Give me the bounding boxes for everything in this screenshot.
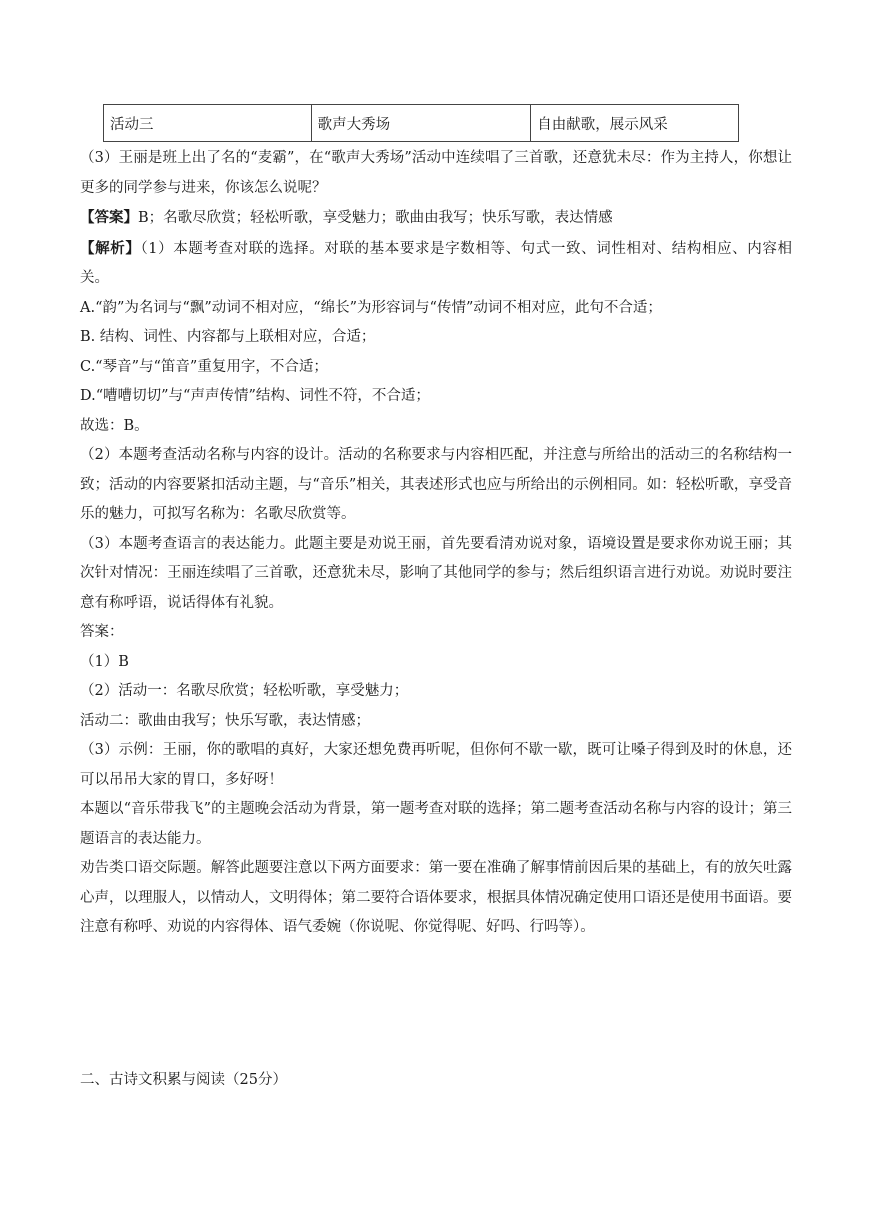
analysis-3: （3）本题考查语言的表达能力。此题主要是劝说王丽，首先要看清劝说对象，语境设置是要求你劝说王丽；其次针对情况：王丽连续唱了三首歌，还意犹未尽，影响了其他同学的参与；然后组织语言进行劝说。劝说时要注意有称呼语，说话得体有礼貌。 xyxy=(80,535,792,611)
answer-3: （3）示例：王丽，你的歌唱的真好，大家还想免费再听呢，但你何不歇一歇，既可让嗓子得到及时的休息，还可以吊吊大家的胃口，多好呀！ xyxy=(80,742,792,788)
option-c: C.“琴音”与“笛音”重复用字，不合适； xyxy=(80,358,328,375)
analysis-1 xyxy=(80,234,792,294)
answer-text: B；名歌尽欣赏；轻松听歌，享受魅力；歌曲由我写；快乐写歌，表达情感 xyxy=(138,210,613,226)
analysis-label: 【解析】 xyxy=(80,239,141,257)
answer-line xyxy=(80,203,792,234)
option-a: A.“韵”为名词与“飘”动词不相对应，“绵长”为形容词与“传情”动词不相对应，此句不合适； xyxy=(80,299,662,316)
summary-2: 劝告类口语交际题。解答此题要注意以下两方面要求：第一要在准确了解事情前因后果的基础上，有的放矢吐露心声，以理服人，以情动人，文明得体；第二要符合语体要求，根据具体情况确定使用口语还是使用书面语。要注意有称呼、劝说的内容得体、语气委婉（你说呢、你觉得呢、好吗、行吗等）。 xyxy=(80,860,792,935)
analysis-1-text: （1）本题考查对联的选择。对联的基本要求是字数相等、句式一致、词性相对、结构相应、内容相关。 xyxy=(80,240,792,286)
analysis-2: （2）本题考查活动名称与内容的设计。活动的名称要求与内容相匹配，并注意与所给出的活动三的名称结构一致；活动的内容要紧扣活动主题，与“音乐”相关，其表述形式也应与所给出的示例相同。如：轻松听歌，享受音乐的魅力，可拟写名称为：名歌尽欣赏等。 xyxy=(80,447,792,522)
activity-table xyxy=(103,104,739,142)
choose-line: 故选：B。 xyxy=(80,417,149,434)
answer-heading: 答案： xyxy=(80,624,124,640)
answer-1: （1）B xyxy=(80,653,129,670)
section-heading: 二、古诗文积累与阅读（25分） xyxy=(80,1072,287,1088)
option-d: D.“嘈嘈切切”与“声声传情”结构、词性不符，不合适； xyxy=(80,388,430,404)
answer-2b: 活动二：歌曲由我写；快乐写歌，表达情感； xyxy=(80,712,370,729)
table-cell-name: 歌声大秀场 xyxy=(311,105,531,142)
document-body xyxy=(80,144,792,943)
answer-2: （2）活动一：名歌尽欣赏；轻松听歌，享受魅力； xyxy=(80,683,409,699)
answer-label: 【答案】 xyxy=(80,209,138,226)
table-cell-content: 自由献歌，展示风采 xyxy=(531,105,739,142)
question-3: （3）王丽是班上出了名的“麦霸”，在“歌声大秀场”活动中连续唱了三首歌，还意犹未尽：作为主持人，你想让更多的同学参与进来，你该怎么说呢？ xyxy=(80,150,792,196)
option-b: B. 结构、词性、内容都与上联相对应，合适； xyxy=(80,329,376,345)
table-row xyxy=(104,105,739,142)
summary-1: 本题以“音乐带我飞”的主题晚会活动为背景，第一题考查对联的选择；第二题考查活动名称与内容的设计；第三题语言的表达能力。 xyxy=(80,801,792,847)
table-cell-activity: 活动三 xyxy=(104,105,312,142)
